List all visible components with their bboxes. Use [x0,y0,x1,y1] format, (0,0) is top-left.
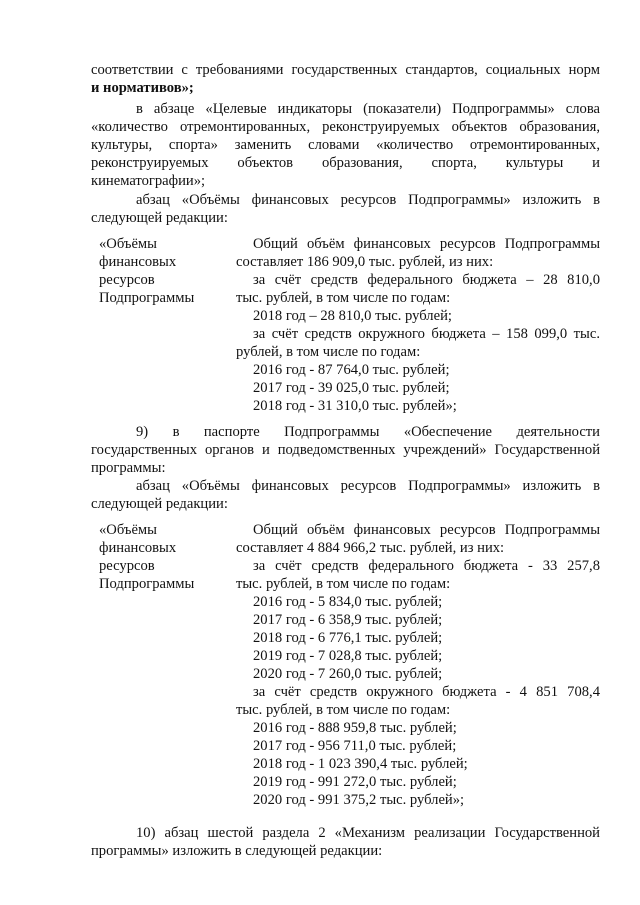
table-text: 2017 год - 6 358,9 тыс. рублей; [253,612,443,628]
table-text: 2017 год - 39 025,0 тыс. рублей; [253,380,450,396]
text-line: программы» изложить в следующей редакции: [91,843,383,859]
table-text: тыс. рублей, в том числе по годам: [236,576,451,592]
table-text: за счёт средств окружного бюджета - 4 851 708,4 [253,684,600,700]
table-label: «Объёмы [99,522,157,538]
table-text: 2018 год – 28 810,0 тыс. рублей; [253,308,452,324]
text-line: следующей редакции: [91,496,228,512]
table-text: составляет 186 909,0 тыс. рублей, из них: [236,254,494,270]
text-line: в абзаце «Целевые индикаторы (показатели) Подпрограммы» слова [136,101,600,117]
table-text: тыс. рублей, в том числе по годам: [236,702,451,718]
text-line: реконструируемых объектов образования, спорта, культуры и [91,155,600,171]
table-label: «Объёмы [99,236,157,252]
text-line: абзац «Объёмы финансовых ресурсов Подпрограммы» изложить в [136,192,600,208]
table-text: 2020 год - 991 375,2 тыс. рублей»; [253,792,465,808]
table-text: за счёт средств федерального бюджета - 33 257,8 [253,558,600,574]
table-text: 2018 год - 31 310,0 тыс. рублей»; [253,398,457,414]
table-label: финансовых [99,540,177,556]
table-text: 2017 год - 956 711,0 тыс. рублей; [253,738,457,754]
table-text: 2020 год - 7 260,0 тыс. рублей; [253,666,443,682]
text-line: государственных органов и подведомственных учреждений» Государственной [91,442,600,458]
text-line: и нормативов»; [91,80,194,96]
table-label: Подпрограммы [99,576,195,592]
table-text: за счёт средств федерального бюджета – 28 810,0 [253,272,600,288]
table-text: 2018 год - 1 023 390,4 тыс. рублей; [253,756,468,772]
text-line: абзац «Объёмы финансовых ресурсов Подпрограммы» изложить в [136,478,600,494]
text-line: кинематографии»; [91,173,206,189]
table-label: ресурсов [99,272,155,288]
table-text: 2016 год - 87 764,0 тыс. рублей; [253,362,450,378]
table-text: 2018 год - 6 776,1 тыс. рублей; [253,630,443,646]
text-line: соответствии с требованиями государственных стандартов, социальных норм [91,62,600,78]
table-label: финансовых [99,254,177,270]
table-text: Общий объём финансовых ресурсов Подпрограммы [253,522,600,538]
table-text: рублей, в том числе по годам: [236,344,421,360]
text-line: 9) в паспорте Подпрограммы «Обеспечение деятельности [136,424,600,440]
table-text: тыс. рублей, в том числе по годам: [236,290,451,306]
text-line: следующей редакции: [91,210,228,226]
text-line: 10) абзац шестой раздела 2 «Механизм реализации Государственной [136,825,600,841]
text-line: «количество отремонтированных, реконструируемых объектов образования, [91,119,600,135]
table-label: Подпрограммы [99,290,195,306]
table-text: составляет 4 884 966,2 тыс. рублей, из них: [236,540,505,556]
table-text: 2019 год - 7 028,8 тыс. рублей; [253,648,443,664]
text-line: программы: [91,460,166,476]
table-text: 2016 год - 888 959,8 тыс. рублей; [253,720,457,736]
table-label: ресурсов [99,558,155,574]
table-text: за счёт средств окружного бюджета – 158 099,0 тыс. [253,326,600,342]
table-text: Общий объём финансовых ресурсов Подпрограммы [253,236,600,252]
text-line: культуры, спорта» заменить словами «количество отремонтированных, [91,137,600,153]
table-text: 2019 год - 991 272,0 тыс. рублей; [253,774,457,790]
table-text: 2016 год - 5 834,0 тыс. рублей; [253,594,443,610]
